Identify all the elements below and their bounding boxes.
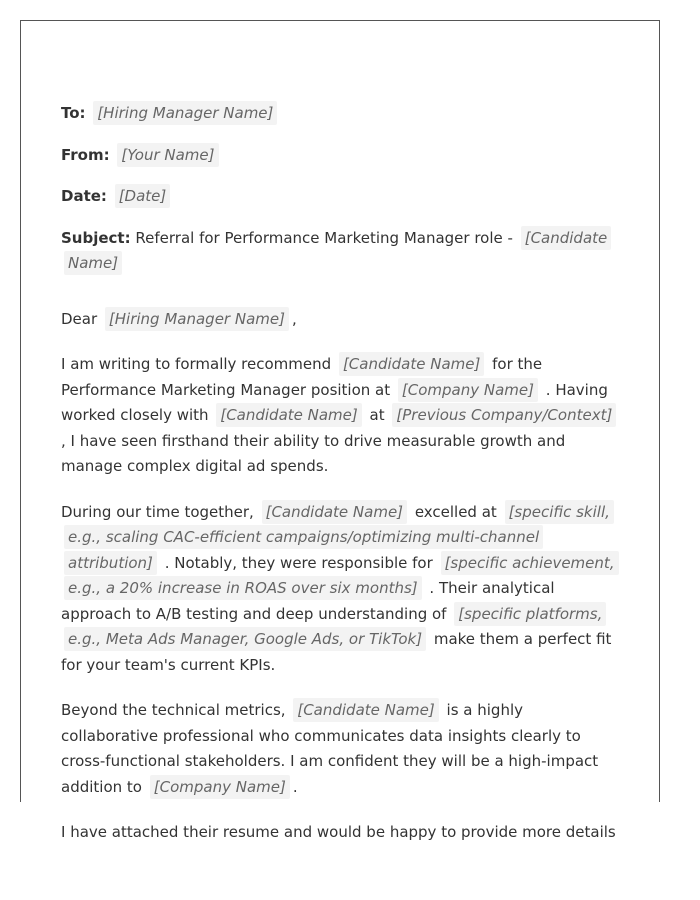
paragraph-1-text-4: at — [369, 406, 385, 424]
paragraph-1 — [61, 352, 623, 480]
paragraph-1-placeholder-1: [Candidate Name] — [339, 352, 484, 376]
subject-label: Subject: — [61, 228, 131, 247]
paragraph-2-text-3: . Notably, they were responsible for — [164, 553, 433, 572]
greeting-dear: Dear — [61, 309, 98, 328]
paragraph-2-text-1: During our time together, — [61, 502, 254, 521]
paragraph-1-text-2: for the Performance Marketing Manager position at — [61, 355, 543, 399]
paragraph-1-text-3: . Having worked closely with — [61, 380, 608, 424]
paragraph-3 — [61, 698, 623, 800]
paragraph-4-text-1: I have attached their resume and would be happy to provide more details — [61, 823, 616, 841]
date-label: Date: — [61, 187, 107, 205]
paragraph-1-placeholder-2: [Company Name] — [398, 378, 538, 402]
from-line — [61, 143, 623, 169]
paragraph-3-placeholder-2: [Company Name] — [150, 775, 290, 799]
paragraph-2-placeholder-2: [specific skill, e.g., scaling CAC-efficient campaigns/optimizing multi-channel attribution] — [64, 500, 614, 575]
subject-candidate-placeholder: [Candidate Name] — [64, 226, 611, 276]
paragraph-1-placeholder-3: [Candidate Name] — [216, 403, 361, 427]
paragraph-3-text-2: is a highly collaborative professional who communicates data insights clearly to cross-functional stakeholders. I am confident they will be a high-impact addition to — [61, 701, 599, 796]
subject-line — [61, 226, 623, 277]
paragraph-2-text-2: excelled at — [414, 502, 497, 521]
paragraph-4 — [61, 820, 623, 846]
to-line — [61, 101, 623, 127]
greeting — [61, 307, 623, 333]
from-placeholder: [Your Name] — [117, 143, 218, 167]
paragraph-2-placeholder-4: [specific platforms, e.g., Meta Ads Manager, Google Ads, or TikTok] — [64, 602, 606, 652]
from-label: From: — [61, 145, 110, 164]
letter-body — [61, 101, 623, 866]
date-placeholder: [Date] — [115, 184, 171, 208]
greeting-name-placeholder: [Hiring Manager Name] — [105, 307, 289, 331]
paragraph-2-text-5: make them a perfect fit for your team's current KPIs. — [61, 630, 612, 674]
paragraph-2-placeholder-3: [specific achievement, e.g., a 20% increase in ROAS over six months] — [64, 551, 619, 601]
subject-text: Referral for Performance Marketing Manager role - — [135, 228, 513, 247]
to-label: To: — [61, 104, 86, 122]
greeting-comma: , — [291, 309, 297, 328]
paragraph-3-text-1: Beyond the technical metrics, — [61, 701, 286, 719]
paragraph-2-placeholder-1: [Candidate Name] — [262, 500, 407, 524]
paragraph-1-placeholder-4: [Previous Company/Context] — [392, 403, 616, 427]
paragraph-1-text-5: , I have seen firsthand their ability to drive measurable growth and manage complex digital ad spends. — [61, 431, 566, 475]
paragraph-3-text-3: . — [292, 777, 298, 796]
paragraph-3-placeholder-1: [Candidate Name] — [293, 698, 438, 722]
paragraph-2 — [61, 500, 623, 679]
letter-page — [20, 20, 660, 841]
paragraph-2-text-4: . Their analytical approach to A/B testing and deep understanding of — [61, 579, 555, 623]
date-line — [61, 184, 623, 210]
paragraph-1-text-1: I am writing to formally recommend — [61, 355, 332, 373]
to-placeholder: [Hiring Manager Name] — [93, 101, 277, 125]
